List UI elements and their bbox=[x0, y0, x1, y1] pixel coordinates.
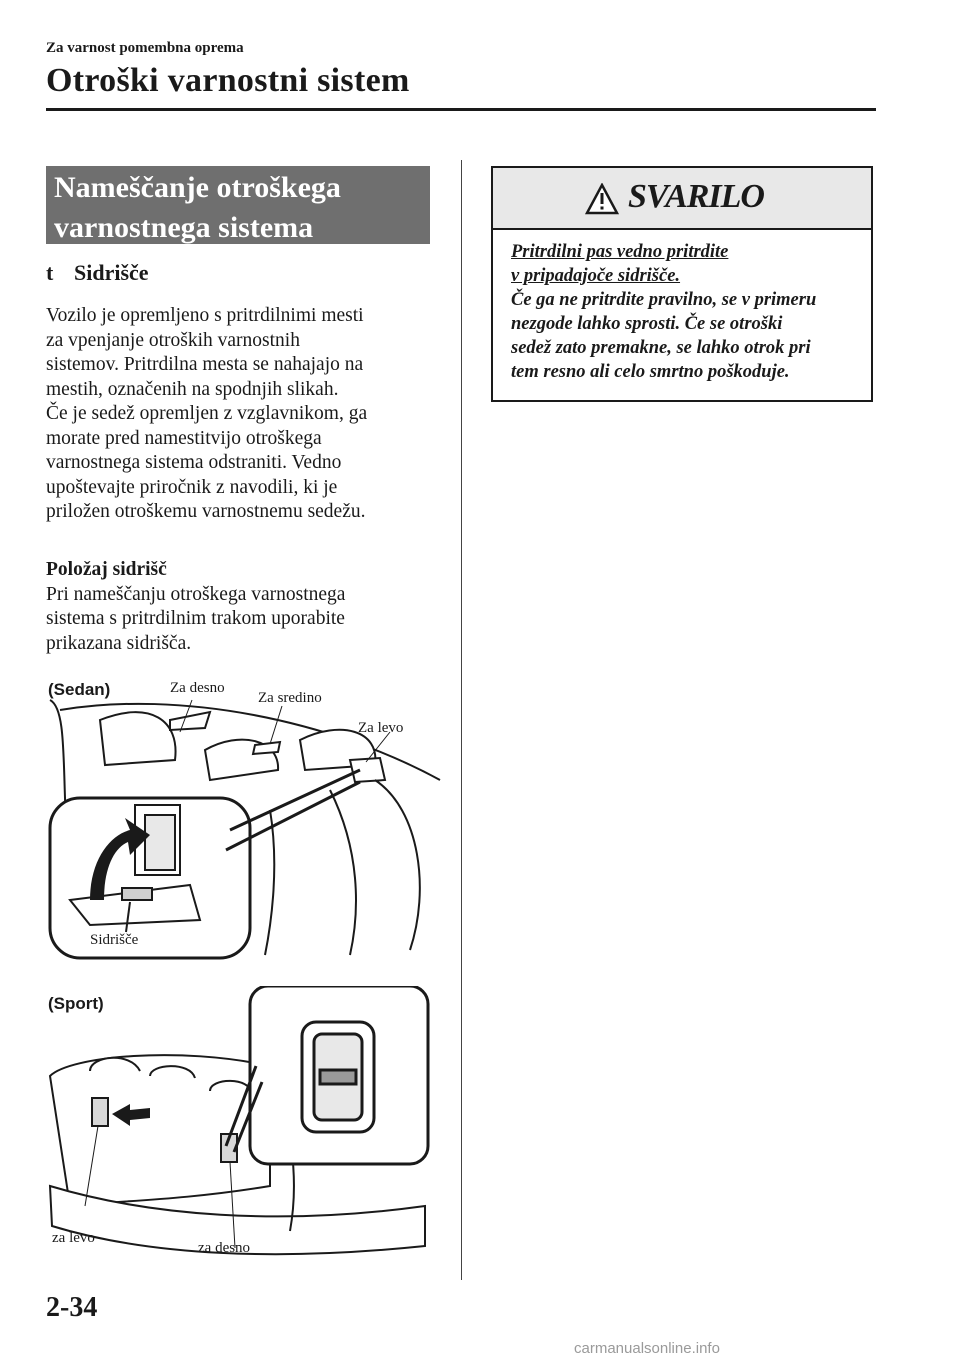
text-line: za vpenjanje otroških varnostnih bbox=[46, 329, 300, 351]
warning-line: v pripadajoče sidrišče. bbox=[511, 266, 681, 286]
text-line: mestih, označenih na spodnjih slikah. bbox=[46, 378, 339, 400]
label-left-anchor: Za levo bbox=[358, 720, 404, 736]
section-title: Otroški varnostni sistem bbox=[46, 62, 410, 99]
subheading bbox=[46, 260, 149, 286]
text-line: Vozilo je opremljeno s pritrdilnimi mesti bbox=[46, 305, 364, 326]
page-number: 2-34 bbox=[46, 1292, 98, 1323]
text-line: priložen otroškemu varnostnemu sedežu. bbox=[46, 501, 366, 522]
topic-heading-line-1: Nameščanje otroškega bbox=[54, 171, 341, 204]
label-anchor-point: Sidrišče bbox=[90, 932, 139, 948]
sedan-anchor-figure bbox=[30, 670, 450, 960]
sport-seat-illustration bbox=[30, 986, 450, 1266]
warning-triangle-icon bbox=[585, 183, 619, 215]
label-right-anchor: za desno bbox=[198, 1240, 251, 1256]
warning-header bbox=[493, 168, 871, 230]
column-divider bbox=[461, 160, 462, 1280]
text-line: sistemov. Pritrdilna mesta se nahajajo na bbox=[46, 354, 364, 375]
warning-line: tem resno ali celo smrtno poškoduje. bbox=[511, 362, 790, 382]
subheading-text: Sidrišče bbox=[74, 260, 149, 285]
topic-heading bbox=[46, 166, 430, 244]
sport-anchor-figure bbox=[30, 986, 450, 1266]
text-line: upoštevajte priročnik z navodili, ki je bbox=[46, 476, 338, 498]
warning-line: Če ga ne pritrdite pravilno, se v primeru bbox=[511, 290, 817, 310]
sedan-tag: (Sedan) bbox=[48, 680, 111, 699]
title-rule bbox=[46, 108, 876, 111]
topic-heading-line-2: varnostnega sistema bbox=[54, 211, 314, 244]
label-center-anchor: Za sredino bbox=[258, 690, 322, 706]
warning-line: sedež zato premakne, se lahko otrok pri bbox=[511, 338, 811, 358]
warning-line: nezgode lahko sprosti. Če se otroški bbox=[511, 314, 783, 334]
text-line: Če je sedež opremljen z vzglavnikom, ga bbox=[46, 403, 368, 424]
warning-body bbox=[511, 240, 861, 384]
watermark: carmanualsonline.info bbox=[574, 1340, 720, 1357]
warning-box bbox=[491, 166, 873, 402]
text-line: varnostnega sistema odstraniti. Vedno bbox=[46, 452, 342, 473]
text-line: prikazana sidrišča. bbox=[46, 632, 192, 654]
sport-tag: (Sport) bbox=[48, 994, 104, 1013]
label-right-anchor: Za desno bbox=[170, 680, 225, 696]
intro-paragraph bbox=[46, 304, 446, 525]
warning-line: Pritrdilni pas vedno pritrdite bbox=[511, 242, 729, 262]
text-line: sistema s pritrdilnim trakom uporabite bbox=[46, 608, 345, 629]
subheading-bullet: t bbox=[46, 260, 54, 285]
text-line: morate pred namestitvijo otroškega bbox=[46, 427, 322, 449]
text-line: Pri nameščanju otroškega varnostnega bbox=[46, 583, 346, 605]
sedan-seat-illustration bbox=[30, 670, 450, 960]
anchor-position-label: Položaj sidrišč bbox=[46, 559, 167, 580]
anchor-position-section bbox=[46, 558, 446, 656]
running-head: Za varnost pomembna oprema bbox=[46, 40, 244, 56]
label-left-anchor: za levo bbox=[52, 1230, 95, 1246]
warning-title: SVARILO bbox=[628, 178, 764, 215]
